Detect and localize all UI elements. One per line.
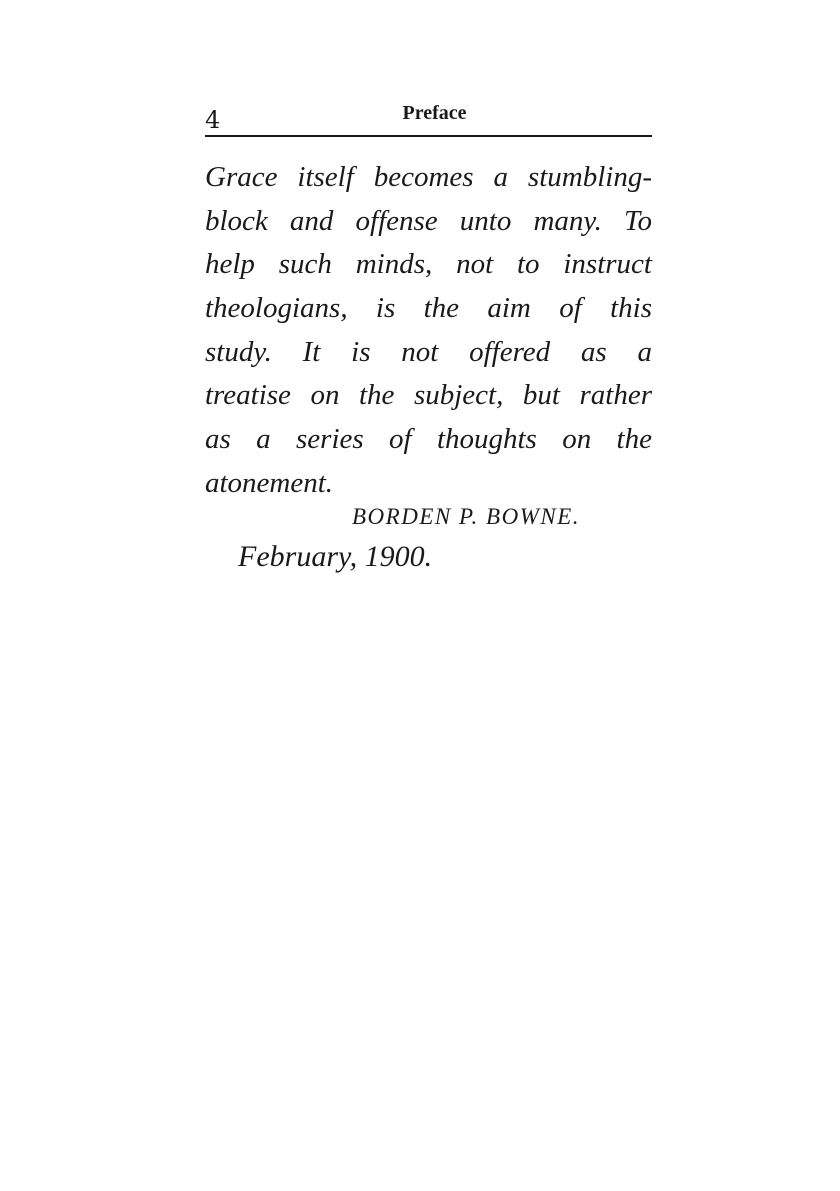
text-line: treatise on the subject, but rather <box>205 379 652 412</box>
preface-text <box>205 156 652 506</box>
text-line: theologians, is the aim of this <box>205 292 652 325</box>
running-title: Preface <box>402 102 467 124</box>
text-line: as a series of thoughts on the <box>205 423 652 456</box>
text-line: atonement. <box>205 466 334 499</box>
text-line: help such minds, not to instruct <box>205 248 652 281</box>
text-line: study. It is not offered as a <box>205 335 652 368</box>
page-number: 4 <box>205 106 221 134</box>
text-line: Grace itself becomes a stumbling- <box>205 161 652 193</box>
author-signature: BORDEN P. BOWNE. <box>352 504 581 529</box>
preface-date: February, 1900. <box>238 540 433 573</box>
running-head <box>205 100 652 136</box>
text-line: block and offense unto many. To <box>205 204 652 237</box>
header-rule <box>205 135 652 137</box>
